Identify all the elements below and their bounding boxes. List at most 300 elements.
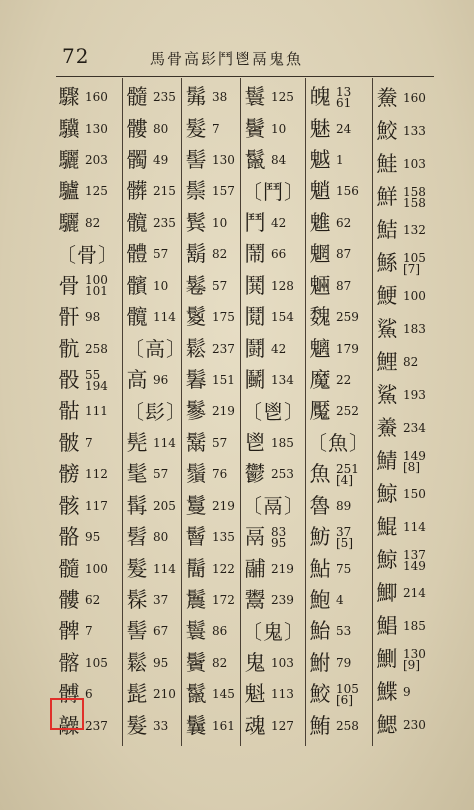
page-ref-number: 82 — [403, 355, 419, 369]
index-entry — [124, 616, 180, 647]
entry-character: 鬍 — [185, 242, 207, 267]
entry-character: 魏 — [309, 305, 331, 330]
entry-page-refs — [212, 689, 235, 700]
entry-character: 鯀 — [376, 251, 398, 275]
entry-character: 鬭 — [244, 368, 266, 392]
page-ref-number: 235 — [153, 215, 176, 230]
index-entry — [374, 148, 438, 181]
entry-page-refs — [85, 469, 108, 480]
entry-character: 鮐 — [309, 619, 331, 644]
entry-character: 鬴 — [244, 556, 266, 581]
entry-page-refs — [212, 498, 235, 513]
index-entry — [242, 522, 304, 553]
page-ref-number: 101 — [85, 284, 108, 299]
index-entry — [124, 113, 180, 144]
entry-page-refs — [403, 324, 426, 335]
page-ref-number: 42 — [271, 341, 287, 356]
entry-character: 鯊 — [376, 317, 398, 341]
page-ref-number: 157 — [212, 184, 235, 199]
radical-heading — [124, 333, 187, 364]
entry-character: 鮝 — [376, 86, 398, 110]
page-ref-number: 237 — [212, 341, 235, 356]
entry-page-refs — [336, 375, 351, 386]
header-rule — [56, 76, 434, 77]
index-entry — [124, 522, 180, 553]
entry-character: 鬲 — [244, 525, 266, 550]
index-entry — [124, 553, 180, 584]
entry-character: 髞 — [58, 713, 80, 738]
entry-page-refs — [153, 718, 169, 733]
entry-page-refs — [403, 720, 426, 731]
entry-character: 驢 — [58, 179, 80, 204]
entry-page-refs — [271, 121, 287, 136]
page-ref-number: 253 — [271, 467, 294, 482]
entry-page-refs — [403, 93, 426, 104]
index-entry — [124, 365, 180, 396]
page-ref-number: 105 — [85, 655, 108, 670]
entry-character: 魅 — [309, 116, 331, 141]
index-entry — [307, 522, 371, 553]
page-ref-number: 114 — [153, 561, 176, 576]
page-ref-number: 42 — [271, 215, 287, 230]
entry-character: 鬉 — [185, 305, 207, 330]
page-ref-number: 133 — [403, 124, 426, 138]
page-ref-number: 160 — [85, 90, 108, 105]
entry-character: 骰 — [58, 368, 80, 392]
page-ref-number: 24 — [336, 121, 352, 136]
page-ref-number: 194 — [85, 378, 108, 393]
entry-page-refs — [153, 375, 168, 386]
entry-character: 髻 — [126, 619, 148, 644]
entry-page-refs — [403, 522, 426, 533]
index-entry — [56, 522, 120, 553]
index-entry — [183, 648, 239, 679]
entry-character: 鯁 — [376, 284, 398, 308]
entry-page-refs — [153, 498, 176, 513]
index-entry — [242, 553, 304, 584]
index-entry — [242, 459, 304, 490]
index-entry — [124, 271, 180, 302]
index-entry — [307, 145, 371, 176]
entry-page-refs — [153, 469, 168, 480]
entry-character: 鬩 — [244, 305, 266, 330]
page-ref-number: 80 — [153, 530, 169, 545]
index-entry — [124, 459, 180, 490]
entry-character: 魴 — [309, 525, 331, 550]
entry-page-refs — [271, 341, 287, 356]
index-entry — [374, 577, 438, 610]
page-ref-number: 137 — [403, 547, 426, 562]
index-entry — [307, 648, 371, 679]
page-ref-number: 185 — [403, 619, 426, 633]
entry-page-refs — [153, 215, 176, 230]
index-entry — [183, 616, 239, 647]
entry-page-refs — [153, 278, 169, 293]
page-ref-number: 13 — [336, 84, 352, 99]
page-ref-number: 76 — [212, 467, 228, 482]
entry-character: 魈 — [309, 179, 331, 204]
index-entry — [374, 247, 438, 280]
entry-character: 髫 — [126, 525, 148, 550]
entry-page-refs — [212, 155, 235, 166]
index-entry — [374, 115, 438, 148]
index-entry — [307, 302, 371, 333]
entry-page-refs — [403, 250, 426, 276]
page-ref-number: 89 — [336, 498, 352, 513]
entry-page-refs — [336, 524, 353, 550]
entry-page-refs — [271, 655, 294, 670]
entry-page-refs — [85, 121, 108, 136]
index-entry — [183, 176, 239, 207]
entry-character: 鮫 — [376, 119, 398, 143]
page-ref-number: 62 — [85, 592, 101, 607]
page-ref-number: 160 — [403, 91, 426, 105]
index-entry — [307, 82, 371, 113]
entry-page-refs — [85, 275, 108, 297]
radical-label: 〔髟〕 — [124, 399, 187, 424]
entry-page-refs — [153, 689, 176, 700]
entry-page-refs — [212, 375, 235, 386]
index-entry — [124, 648, 180, 679]
radical-heading — [242, 396, 304, 427]
entry-page-refs — [85, 186, 108, 197]
index-entry — [307, 585, 371, 616]
index-entry — [183, 710, 239, 741]
entry-character: 鰂 — [376, 647, 398, 671]
index-entry — [56, 82, 120, 113]
page-ref-number: 259 — [336, 310, 359, 325]
index-entry — [374, 610, 438, 643]
entry-character: 魄 — [309, 85, 331, 110]
entry-character: 髡 — [126, 430, 148, 455]
entry-character: 鯗 — [376, 416, 398, 440]
index-entry — [374, 676, 438, 709]
page-ref-number: 10 — [271, 121, 287, 136]
entry-page-refs — [153, 592, 169, 607]
radical-label: 〔鬯〕 — [242, 399, 305, 424]
page-ref-number: 132 — [403, 223, 426, 237]
entry-character: 鯨 — [376, 548, 398, 572]
page-ref-number: 219 — [271, 561, 294, 576]
page-ref-number: 83 — [271, 524, 287, 539]
page-ref-number: 234 — [403, 421, 426, 435]
page-ref-number: 7 — [85, 624, 93, 639]
entry-character: 鮫 — [309, 682, 331, 707]
entry-character: 鬞 — [185, 587, 207, 612]
entry-page-refs — [336, 186, 359, 197]
page-ref-number: 134 — [271, 373, 294, 387]
page-ref-number: 84 — [271, 153, 287, 168]
entry-page-refs — [271, 689, 294, 700]
index-column-6 — [374, 82, 438, 742]
index-column-2 — [124, 82, 187, 742]
entry-page-refs — [336, 681, 359, 707]
entry-page-refs — [271, 278, 294, 293]
entry-page-refs — [85, 532, 100, 543]
entry-page-refs — [85, 655, 108, 670]
entry-page-refs — [403, 489, 426, 500]
index-entry — [124, 490, 180, 521]
index-entry — [242, 679, 304, 710]
page-ref-number: 210 — [153, 687, 176, 702]
entry-character: 鬧 — [244, 242, 266, 267]
entry-character: 鬤 — [185, 713, 207, 738]
page-ref-number: 49 — [153, 153, 169, 168]
index-entry — [56, 271, 120, 302]
entry-character: 鬢 — [185, 650, 207, 675]
page-ref-number: 79 — [336, 655, 352, 670]
index-entry — [183, 239, 239, 270]
entry-character: 髀 — [58, 619, 80, 644]
index-entry — [183, 302, 239, 333]
page-ref-number: 37 — [153, 592, 169, 607]
entry-character: 鮑 — [309, 587, 331, 612]
entry-character: 骸 — [58, 493, 80, 518]
page-ref-number: 125 — [271, 90, 294, 105]
entry-character: 鮒 — [309, 650, 331, 675]
entry-page-refs — [212, 186, 235, 197]
radical-heading — [242, 176, 304, 207]
index-entry — [242, 239, 304, 270]
radical-heading — [307, 428, 371, 459]
page-ref-number: 38 — [212, 90, 228, 105]
entry-character: 鬟 — [244, 85, 266, 110]
entry-character: 魋 — [309, 210, 331, 235]
page-ref-number: 193 — [403, 388, 426, 402]
entry-page-refs — [212, 469, 227, 480]
entry-page-refs — [153, 561, 176, 576]
entry-page-refs — [85, 215, 101, 230]
page-ref-number: 185 — [271, 435, 294, 450]
entry-character: 鬈 — [185, 273, 207, 298]
page-ref-number: 9 — [403, 685, 411, 699]
entry-character: 鬯 — [244, 430, 266, 455]
entry-page-refs — [271, 524, 287, 550]
entry-character: 魚 — [309, 462, 331, 487]
page-ref-number: 103 — [403, 157, 426, 171]
entry-character: 髦 — [126, 462, 148, 487]
entry-character: 魆 — [309, 148, 331, 173]
radical-heading — [56, 239, 120, 270]
entry-page-refs — [153, 155, 168, 166]
entry-page-refs — [212, 249, 227, 260]
index-entry — [374, 709, 438, 742]
page-ref-number: 7 — [85, 435, 93, 450]
entry-page-refs — [336, 406, 359, 417]
entry-character: 體 — [126, 242, 148, 267]
index-entry — [56, 208, 120, 239]
index-entry — [56, 459, 120, 490]
entry-character: 鰓 — [376, 713, 398, 737]
page-number: 72 — [62, 44, 90, 68]
index-entry — [242, 145, 304, 176]
entry-character: 鬚 — [185, 462, 207, 487]
page-ref-number: 82 — [212, 655, 228, 670]
index-entry — [242, 113, 304, 144]
entry-page-refs — [85, 689, 93, 700]
index-entry — [124, 239, 180, 270]
page-ref-number: 130 — [403, 646, 426, 661]
index-entry — [124, 208, 180, 239]
entry-character: 髂 — [58, 650, 80, 675]
entry-character: 髹 — [126, 587, 148, 612]
page-ref-number: 100 — [403, 289, 426, 303]
radical-label: 〔魚〕 — [307, 431, 370, 456]
page-header: 馬骨高髟鬥鬯鬲鬼魚 — [150, 50, 304, 68]
entry-character: 魯 — [309, 493, 331, 518]
radical-heading — [242, 490, 304, 521]
entry-character: 魘 — [309, 399, 331, 424]
entry-character: 鮮 — [376, 185, 398, 209]
page-ref-number: 203 — [85, 153, 108, 168]
entry-page-refs — [403, 159, 426, 170]
index-entry — [183, 553, 239, 584]
page-ref-number: 122 — [212, 561, 235, 576]
entry-character: 魑 — [309, 336, 331, 361]
index-entry — [183, 145, 239, 176]
page-ref-number: 154 — [271, 310, 294, 325]
index-entry — [124, 710, 180, 741]
index-entry — [242, 333, 304, 364]
index-entry — [307, 271, 371, 302]
entry-page-refs — [85, 626, 93, 637]
page-ref-number: 66 — [271, 247, 287, 262]
index-column-1 — [56, 82, 120, 742]
entry-page-refs — [336, 278, 352, 293]
entry-page-refs — [336, 312, 359, 323]
entry-character: 鬥 — [244, 210, 266, 235]
index-entry — [56, 585, 120, 616]
page-ref-number: 130 — [212, 153, 235, 168]
index-entry — [242, 428, 304, 459]
entry-page-refs — [212, 278, 228, 293]
index-entry — [374, 346, 438, 379]
page-ref-number: 117 — [85, 498, 108, 513]
page-ref-number: 113 — [271, 687, 294, 702]
page-ref-number: 114 — [153, 435, 176, 450]
index-entry — [307, 459, 371, 490]
page-ref-number: 149 — [403, 448, 426, 463]
page-ref-number: 135 — [212, 530, 235, 545]
entry-character: 魁 — [244, 682, 266, 707]
page-ref-number: 6 — [85, 687, 93, 702]
entry-page-refs — [403, 621, 426, 632]
entry-character: 鮚 — [376, 218, 398, 242]
index-entry — [242, 585, 304, 616]
page-ref-number: 7 — [212, 121, 220, 136]
radical-label: 〔鬼〕 — [242, 619, 305, 644]
entry-page-refs — [403, 291, 426, 302]
entry-character: 骨 — [58, 273, 80, 298]
entry-character: 鮭 — [376, 152, 398, 176]
entry-page-refs — [271, 155, 286, 166]
page-ref-number: 183 — [403, 322, 426, 336]
entry-page-refs — [336, 215, 352, 230]
page-ref-number: 57 — [212, 278, 228, 293]
index-entry — [56, 396, 120, 427]
entry-page-refs — [271, 375, 294, 386]
index-entry — [56, 428, 120, 459]
index-entry — [374, 412, 438, 445]
entry-character: 髕 — [126, 273, 148, 298]
index-entry — [242, 365, 304, 396]
entry-character: 鬱 — [244, 462, 266, 487]
entry-character: 髮 — [126, 556, 148, 581]
entry-character: 鯤 — [376, 515, 398, 539]
page-ref-number: 251 — [336, 461, 359, 476]
entry-page-refs — [153, 626, 168, 637]
page-ref-number: 151 — [212, 373, 235, 387]
page-ref-number: 80 — [153, 121, 169, 136]
entry-page-refs — [212, 655, 228, 670]
index-entry — [56, 176, 120, 207]
index-entry — [307, 365, 371, 396]
page-ref-number: 96 — [153, 373, 169, 387]
radical-heading — [124, 396, 187, 427]
index-entry — [124, 585, 180, 616]
entry-page-refs — [336, 341, 359, 356]
page-ref-number: 175 — [212, 310, 235, 325]
index-entry — [374, 82, 438, 115]
page-ref-number: 82 — [212, 247, 228, 262]
page-ref-number: 239 — [271, 592, 294, 607]
page-ref-number: 87 — [336, 278, 352, 293]
index-column-4 — [242, 82, 304, 742]
column-divider — [240, 78, 241, 746]
entry-character: 鬆 — [126, 650, 148, 675]
entry-character: 驥 — [58, 116, 80, 141]
entry-page-refs — [271, 435, 294, 450]
page-ref-number: 128 — [271, 278, 294, 293]
index-entry — [183, 82, 239, 113]
index-entry — [183, 459, 239, 490]
entry-character: 鬢 — [244, 116, 266, 141]
page-ref-number: 214 — [403, 586, 426, 600]
stroke-count-marker: [8] — [403, 459, 420, 474]
entry-page-refs — [403, 448, 426, 474]
entry-character: 髭 — [126, 682, 148, 707]
entry-page-refs — [271, 718, 294, 733]
page-ref-number: 237 — [85, 718, 108, 733]
index-entry — [307, 113, 371, 144]
entry-page-refs — [153, 121, 169, 136]
index-entry — [307, 710, 371, 741]
radical-label: 〔骨〕 — [56, 242, 119, 267]
page-ref-number: 10 — [153, 278, 169, 293]
page-ref-number: 53 — [336, 624, 352, 639]
entry-character: 鬊 — [185, 368, 207, 392]
entry-page-refs — [336, 626, 351, 637]
entry-character: 鬝 — [185, 556, 207, 581]
entry-character: 魍 — [309, 242, 331, 267]
index-entry — [242, 271, 304, 302]
index-entry — [56, 648, 120, 679]
page-ref-number: 98 — [85, 310, 101, 325]
column-divider — [305, 78, 306, 746]
entry-page-refs — [85, 435, 93, 450]
index-entry — [374, 313, 438, 346]
entry-character: 鬆 — [185, 336, 207, 361]
entry-page-refs — [85, 92, 108, 103]
index-entry — [374, 214, 438, 247]
stroke-count-marker: [5] — [336, 535, 353, 550]
entry-page-refs — [153, 249, 168, 260]
entry-character: 鯨 — [376, 482, 398, 506]
entry-page-refs — [403, 357, 418, 368]
index-entry — [183, 490, 239, 521]
entry-page-refs — [85, 498, 108, 513]
index-entry — [242, 208, 304, 239]
